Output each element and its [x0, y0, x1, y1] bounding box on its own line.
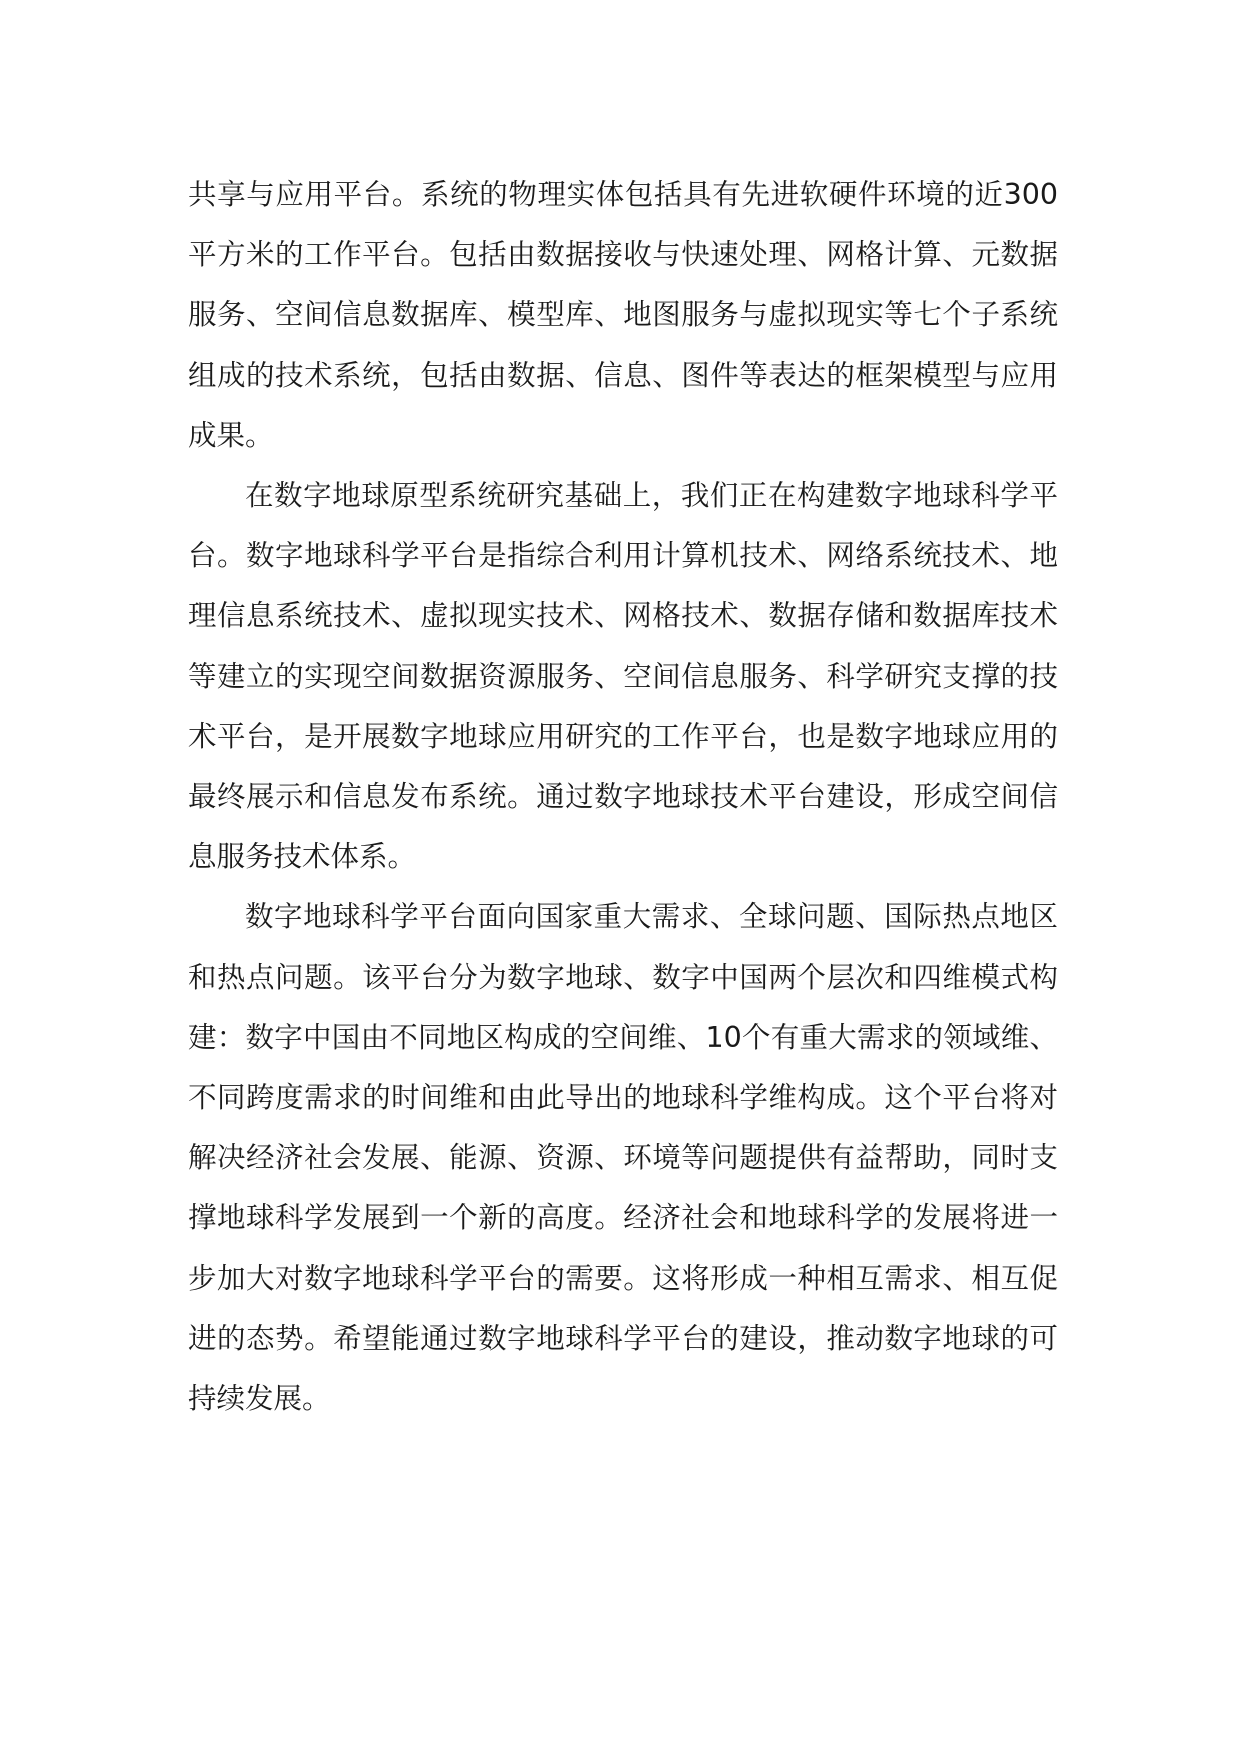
paragraph-3: 数字地球科学平台面向国家重大需求、全球问题、国际热点地区和热点问题。该平台分为数字地球、数字中国两个层次和四维模式构建：数字中国由不同地区构成的空间维、10个有重大需求的领域维、不同跨度需求的时间维和由此导出的地球科学维构成。这个平台将对解决经济社会发展、能源、资源、环境等问题提供有益帮助，同时支撑地球科学发展到一个新的高度。经济社会和地球科学的发展将进一步加大对数字地球科学平台的需要。这将形成一种相互需求、相互促进的态势。希望能通过数字地球科学平台的建设，推动数字地球的可持续发展。 [188, 900, 1058, 1416]
document-body [188, 165, 1058, 1429]
paragraph-2: 在数字地球原型系统研究基础上，我们正在构建数字地球科学平台。数字地球科学平台是指综合利用计算机技术、网络系统技术、地理信息系统技术、虚拟现实技术、网格技术、数据存储和数据库技术等建立的实现空间数据资源服务、空间信息服务、科学研究支撑的技术平台，是开展数字地球应用研究的工作平台，也是数字地球应用的最终展示和信息发布系统。通过数字地球技术平台建设，形成空间信息服务技术体系。 [188, 479, 1058, 874]
paragraph-1: 共享与应用平台。系统的物理实体包括具有先进软硬件环境的近300平方米的工作平台。包括由数据接收与快速处理、网格计算、元数据服务、空间信息数据库、模型库、地图服务与虚拟现实等七个子系统组成的技术系统，包括由数据、信息、图件等表达的框架模型与应用成果。 [188, 178, 1058, 452]
